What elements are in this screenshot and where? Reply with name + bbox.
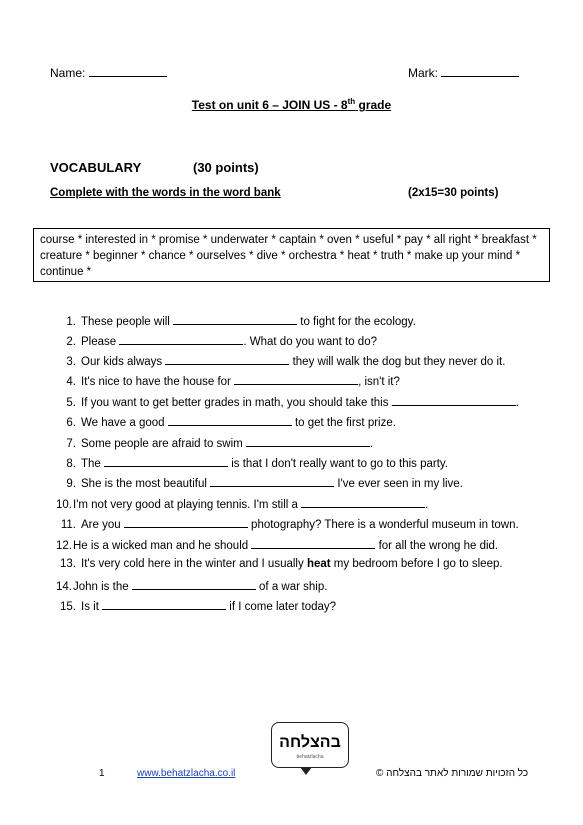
question-text-after: I've ever seen in my live. (337, 478, 463, 490)
question-text-after: photography? There is a wonderful museum in town. (251, 519, 519, 531)
question-text-after: . (369, 438, 374, 450)
test-title-tail: grade (355, 98, 392, 112)
question-14 (56, 579, 327, 593)
question-number: 5. (66, 397, 76, 409)
instruction-points: (2x15=30 points) (408, 187, 499, 199)
question-number: 1. (66, 316, 76, 328)
question-number: 3. (66, 356, 76, 368)
question-text-before: We have a good (81, 417, 165, 429)
question-text-after: of a war ship. (259, 581, 328, 593)
logo-tagline: behatzlacha (296, 754, 324, 760)
answer-blank[interactable] (132, 579, 256, 590)
answer-blank[interactable] (165, 354, 289, 365)
question-text-before: Our kids always (81, 356, 163, 368)
question-1 (56, 314, 416, 328)
question-text-before: Is it (81, 601, 99, 613)
answer-blank[interactable] (210, 476, 334, 487)
question-text-after: . (515, 397, 519, 409)
site-logo (271, 722, 349, 768)
question-text-before: John is the (73, 581, 129, 593)
question-number: 9. (66, 478, 76, 490)
answer-blank[interactable] (124, 517, 248, 528)
question-text-before: Are you (81, 519, 121, 531)
answer-blank[interactable] (168, 415, 292, 426)
logo-speech-tail (300, 767, 312, 775)
question-11 (56, 517, 519, 531)
question-text-after: to fight for the ecology. (300, 316, 416, 328)
answer-blank[interactable] (119, 334, 243, 345)
page-number: 1 (99, 768, 105, 779)
question-13 (56, 558, 503, 570)
question-number: 8. (66, 458, 76, 470)
question-number: 14. (56, 581, 72, 593)
question-4 (56, 374, 400, 388)
test-title-sup: th (347, 97, 356, 106)
answer-blank[interactable] (251, 538, 375, 549)
section-points: (30 points) (193, 160, 259, 175)
website-link[interactable]: www.behatzlacha.co.il (137, 768, 236, 779)
question-text-before: It's nice to have the house for (81, 376, 231, 388)
instruction-text: Complete with the words in the word bank (50, 187, 281, 199)
question-3 (56, 354, 505, 368)
question-text-before: It's very cold here in the winter and I usually (81, 558, 304, 570)
question-text-before: If you want to get better grades in math, you should take this (81, 397, 389, 409)
answer-blank[interactable] (301, 497, 425, 508)
question-text-after: , isn't it? (358, 376, 400, 388)
question-text-after: to get the first prize. (294, 417, 396, 429)
name-label: Name: (50, 66, 86, 80)
question-text-before: She is the most beautiful (81, 478, 207, 490)
logo-text: בהצלחה (279, 734, 341, 751)
answer-blank[interactable] (234, 374, 358, 385)
question-number: 12. (56, 540, 72, 552)
name-field[interactable] (50, 66, 167, 80)
section-heading: VOCABULARY (50, 160, 142, 175)
question-6 (56, 415, 396, 429)
question-8 (56, 456, 448, 470)
answer-blank[interactable] (102, 599, 226, 610)
question-text-after: my bedroom before I go to sleep. (333, 558, 503, 570)
copyright-notice: כל הזכויות שמורות לאתר בהצלחה © (376, 768, 529, 779)
question-number: 13. (60, 558, 76, 570)
question-text-after: is that I don't really want to go to this party. (231, 458, 448, 470)
question-number: 2. (66, 336, 76, 348)
question-text-before: The (81, 458, 101, 470)
question-10 (56, 497, 428, 511)
question-number: 6. (66, 417, 76, 429)
question-9 (56, 476, 463, 490)
test-title (0, 97, 583, 112)
question-15 (56, 599, 336, 613)
question-text-after: for all the wrong he did. (378, 540, 499, 552)
answer-blank[interactable] (173, 314, 297, 325)
question-12 (56, 538, 498, 552)
question-text-before: Some people are afraid to swim (81, 438, 243, 450)
word-bank: course * interested in * promise * underwater * captain * oven * useful * pay * all right * breakfast * creature * beginner * chance * ourselves * dive * orchestra * heat * truth * make up your mind * continue * (33, 228, 550, 282)
mark-blank[interactable] (441, 66, 519, 77)
question-bold-word: heat (306, 558, 331, 570)
answer-blank[interactable] (104, 456, 228, 467)
question-5 (56, 395, 519, 409)
question-number: 11. (60, 519, 76, 531)
question-text-before: Please (81, 336, 117, 348)
question-number: 10. (56, 499, 72, 511)
question-text-before: I'm not very good at playing tennis. I'm still a (73, 499, 298, 511)
question-text-before: He is a wicked man and he should (73, 540, 249, 552)
question-text-after: they will walk the dog but they never do it. (292, 356, 506, 368)
answer-blank[interactable] (246, 436, 370, 447)
question-number: 15. (60, 601, 76, 613)
question-2 (56, 334, 377, 348)
question-number: 4. (66, 376, 76, 388)
test-title-main: Test on unit 6 – JOIN US - 8 (191, 98, 348, 112)
question-text-after: . (425, 499, 429, 511)
mark-label: Mark: (408, 66, 438, 80)
answer-blank[interactable] (392, 395, 516, 406)
name-blank[interactable] (89, 66, 167, 77)
question-text-before: These people will (81, 316, 170, 328)
question-7 (56, 436, 373, 450)
question-text-after: if I come later today? (229, 601, 337, 613)
mark-field[interactable] (408, 66, 519, 80)
question-text-after: . What do you want to do? (243, 336, 377, 348)
question-number: 7. (66, 438, 76, 450)
